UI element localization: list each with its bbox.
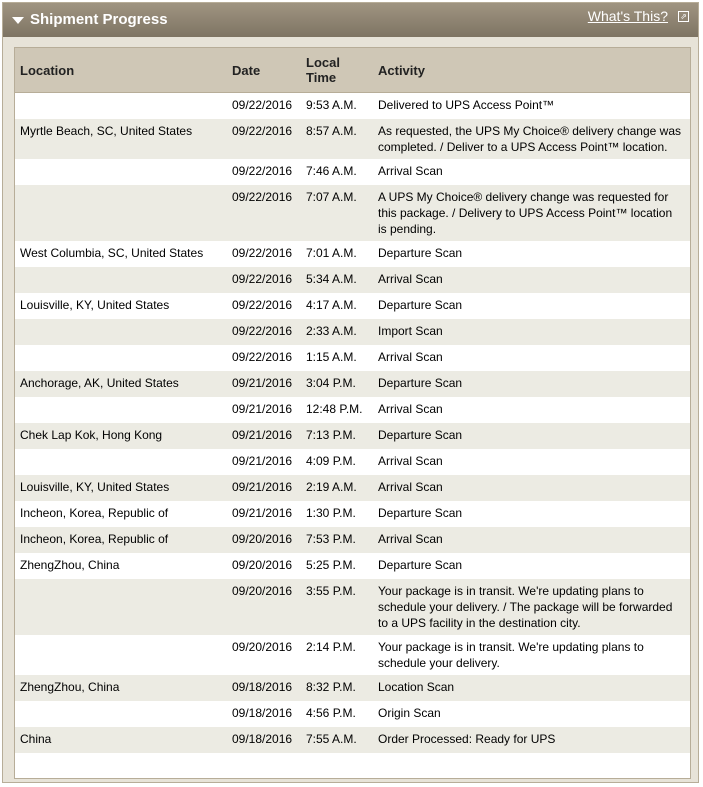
- cell-location: [15, 701, 227, 727]
- whats-this-link[interactable]: What's This?: [587, 8, 668, 24]
- cell-date: 09/22/2016: [232, 349, 293, 364]
- cell-date: 09/21/2016: [227, 475, 301, 501]
- cell-date: 09/21/2016: [232, 401, 293, 416]
- table-header-row: [15, 48, 690, 93]
- table-row: [15, 449, 690, 475]
- cell-date: 09/18/2016: [227, 727, 301, 753]
- cell-activity: Arrival Scan: [378, 349, 443, 364]
- table-row: [15, 397, 690, 423]
- cell-activity: Import Scan: [373, 319, 690, 345]
- table-row: [15, 527, 690, 553]
- table-row: [15, 579, 690, 635]
- cell-location: [15, 159, 227, 185]
- table-row: [15, 93, 690, 119]
- cell-activity: Order Processed: Ready for UPS: [373, 727, 690, 753]
- cell-date: 09/18/2016: [227, 675, 301, 701]
- shipment-table-panel: [14, 47, 691, 779]
- cell-location: [15, 319, 227, 345]
- table-row: [15, 501, 690, 527]
- cell-time: 3:55 P.M.: [301, 579, 373, 635]
- cell-activity: Your package is in transit. We're updating plans to schedule your delivery.: [378, 639, 644, 670]
- table-body: [15, 93, 690, 753]
- cell-date: 09/21/2016: [232, 505, 293, 520]
- cell-date: 09/22/2016: [227, 319, 301, 345]
- table-row: [15, 119, 690, 159]
- cell-date: 09/20/2016: [232, 639, 293, 654]
- cell-location: ZhengZhou, China: [20, 557, 120, 572]
- cell-location: [15, 267, 227, 293]
- cell-activity: Delivered to UPS Access Point™: [378, 98, 555, 112]
- cell-location: Chek Lap Kok, Hong Kong: [15, 423, 227, 449]
- cell-location: [15, 185, 227, 241]
- cell-location: West Columbia, SC, United States: [20, 245, 204, 260]
- cell-activity: Arrival Scan: [378, 453, 443, 468]
- cell-location: Incheon, Korea, Republic of: [20, 505, 169, 520]
- cell-location: [15, 579, 227, 635]
- cell-date: 09/20/2016: [227, 527, 301, 553]
- cell-location: [15, 397, 227, 423]
- cell-location: [15, 449, 227, 475]
- table-row: [15, 701, 690, 727]
- cell-time: 7:55 A.M.: [301, 727, 373, 753]
- cell-time: 7:53 P.M.: [301, 527, 373, 553]
- cell-time: 7:01 A.M.: [306, 245, 357, 260]
- cell-date: 09/22/2016: [232, 297, 293, 312]
- shipment-progress-table: [15, 48, 690, 753]
- cell-activity: Departure Scan: [378, 505, 463, 520]
- cell-date: 09/22/2016: [227, 119, 301, 159]
- cell-time: 1:15 A.M.: [306, 349, 357, 364]
- cell-activity: A UPS My Choice® delivery change was requested for this package. / Delivery to UPS Access Point™ location is pending.: [373, 185, 690, 241]
- column-header-location: Location: [15, 48, 227, 93]
- shipment-progress-frame: [2, 2, 699, 783]
- cell-time: 8:32 P.M.: [301, 675, 373, 701]
- column-header-date: Date: [227, 48, 301, 93]
- cell-time: 7:46 A.M.: [306, 163, 357, 178]
- cell-location: [15, 635, 227, 675]
- cell-date: 09/22/2016: [227, 267, 301, 293]
- cell-time: 8:57 A.M.: [301, 119, 373, 159]
- cell-date: 09/21/2016: [227, 371, 301, 397]
- table-row: [15, 159, 690, 185]
- cell-time: 7:07 A.M.: [301, 185, 373, 241]
- cell-time: 2:14 P.M.: [306, 639, 356, 654]
- cell-date: 09/18/2016: [232, 705, 293, 720]
- cell-time: 12:48 P.M.: [306, 401, 363, 416]
- cell-date: 09/22/2016: [232, 163, 293, 178]
- table-row: [15, 241, 690, 267]
- triangle-down-icon[interactable]: [12, 17, 24, 24]
- cell-date: 09/22/2016: [232, 245, 293, 260]
- cell-time: 4:17 A.M.: [306, 297, 357, 312]
- table-row: [15, 423, 690, 449]
- cell-time: 9:53 A.M.: [306, 98, 357, 112]
- cell-activity: Your package is in transit. We're updating plans to schedule your delivery. / The package will be forwarded to a UPS facility in the destination city.: [373, 579, 690, 635]
- cell-activity: Location Scan: [373, 675, 690, 701]
- cell-activity: Arrival Scan: [378, 401, 443, 416]
- table-row: [15, 635, 690, 675]
- cell-location: China: [15, 727, 227, 753]
- popup-icon[interactable]: ⇗: [678, 11, 689, 22]
- table-row: [15, 185, 690, 241]
- section-title: Shipment Progress: [30, 11, 168, 28]
- cell-activity: Departure Scan: [373, 371, 690, 397]
- cell-activity: As requested, the UPS My Choice® delivery change was completed. / Deliver to a UPS Access Point™ location.: [373, 119, 690, 159]
- table-row: [15, 345, 690, 371]
- table-row: [15, 475, 690, 501]
- cell-activity: Departure Scan: [378, 297, 463, 312]
- cell-time: 7:13 P.M.: [301, 423, 373, 449]
- cell-location: Louisville, KY, United States: [20, 297, 170, 312]
- cell-time: 5:34 A.M.: [301, 267, 373, 293]
- cell-location: Anchorage, AK, United States: [15, 371, 227, 397]
- table-row: [15, 267, 690, 293]
- cell-activity: Departure Scan: [378, 557, 463, 572]
- cell-date: 09/21/2016: [227, 423, 301, 449]
- cell-time: 2:33 A.M.: [301, 319, 373, 345]
- table-row: [15, 319, 690, 345]
- cell-location: Myrtle Beach, SC, United States: [15, 119, 227, 159]
- cell-time: 2:19 A.M.: [301, 475, 373, 501]
- cell-activity: Departure Scan: [373, 423, 690, 449]
- cell-date: 09/20/2016: [232, 557, 293, 572]
- cell-activity: Departure Scan: [378, 245, 463, 260]
- column-header-local-time: Local Time: [301, 48, 373, 93]
- cell-location: ZhengZhou, China: [15, 675, 227, 701]
- table-row: [15, 727, 690, 753]
- table-row: [15, 371, 690, 397]
- cell-activity: Arrival Scan: [373, 475, 690, 501]
- table-row: [15, 553, 690, 579]
- cell-date: 09/21/2016: [232, 453, 293, 468]
- cell-time: 4:56 P.M.: [306, 705, 356, 720]
- cell-location: [15, 93, 227, 119]
- cell-date: 09/22/2016: [232, 98, 293, 112]
- table-row: [15, 293, 690, 319]
- column-header-activity: Activity: [373, 48, 690, 93]
- table-row: [15, 675, 690, 701]
- cell-location: Incheon, Korea, Republic of: [15, 527, 227, 553]
- cell-activity: Arrival Scan: [373, 527, 690, 553]
- cell-activity: Arrival Scan: [378, 163, 443, 178]
- cell-location: [15, 345, 227, 371]
- cell-location: Louisville, KY, United States: [15, 475, 227, 501]
- cell-activity: Arrival Scan: [373, 267, 690, 293]
- cell-time: 5:25 P.M.: [306, 557, 356, 572]
- cell-time: 4:09 P.M.: [306, 453, 356, 468]
- section-header[interactable]: [3, 3, 698, 37]
- cell-time: 3:04 P.M.: [301, 371, 373, 397]
- cell-date: 09/20/2016: [227, 579, 301, 635]
- cell-activity: Origin Scan: [378, 705, 441, 720]
- cell-time: 1:30 P.M.: [306, 505, 356, 520]
- cell-date: 09/22/2016: [227, 185, 301, 241]
